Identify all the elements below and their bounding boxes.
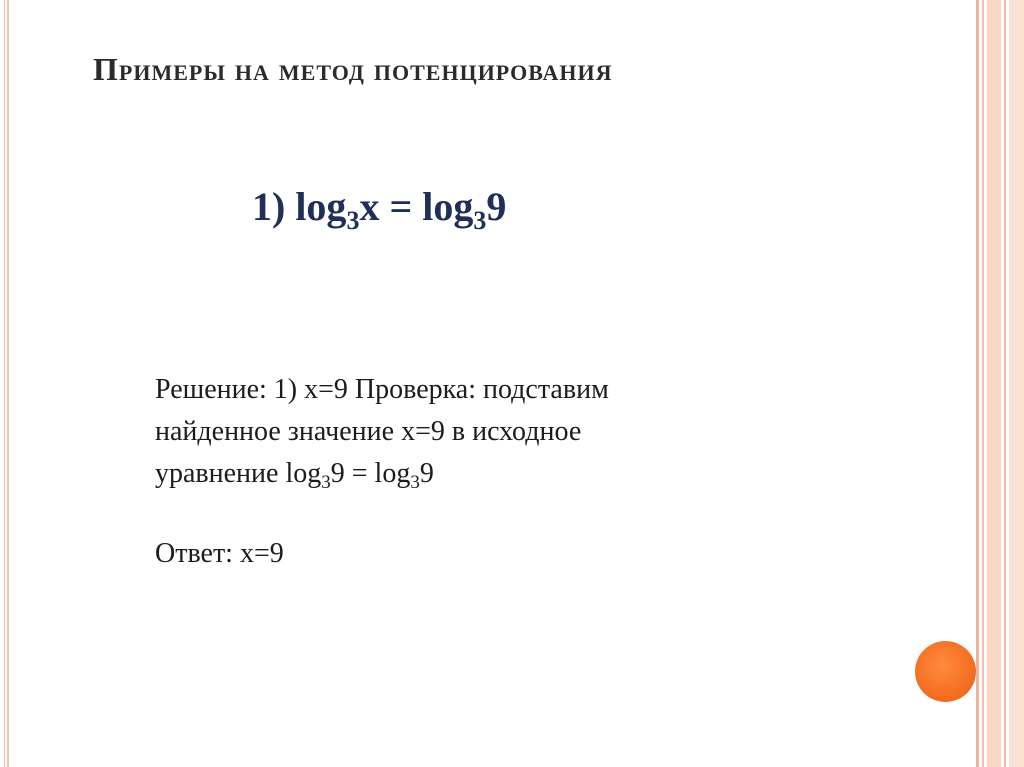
solution-base-2: 3 <box>410 472 420 493</box>
solution-line-2: найденное значение x=9 в исходное <box>155 416 582 447</box>
left-border-line <box>7 0 9 767</box>
equation-base-2: 3 <box>473 206 487 235</box>
right-band-stripe <box>1004 0 1006 767</box>
right-band-stripe <box>987 0 1001 767</box>
solution-line-1: Решение: 1) x=9 Проверка: подставим <box>155 374 609 405</box>
solution-line-3-prefix: уравнение log <box>155 458 322 489</box>
equation-prefix: 1) log <box>252 184 347 229</box>
right-band-stripe <box>1009 0 1024 767</box>
equation-middle: x = log <box>359 184 474 229</box>
answer-text: Ответ: x=9 <box>155 538 284 569</box>
decorative-circle <box>915 641 976 702</box>
right-decorative-band <box>976 0 1024 767</box>
solution-line-3-middle: 9 = log <box>330 458 411 489</box>
solution-line-3-suffix: 9 <box>419 458 434 489</box>
left-border-line <box>4 0 5 767</box>
slide-title: Примеры на метод потенцирования <box>93 51 613 87</box>
equation-suffix: 9 <box>486 184 507 229</box>
solution-text <box>155 369 609 504</box>
right-band-stripe <box>982 0 984 767</box>
solution-base-1: 3 <box>321 472 331 493</box>
example-equation <box>252 183 506 236</box>
right-band-stripe <box>976 0 979 767</box>
solution-line-3 <box>155 453 609 504</box>
equation-base-1: 3 <box>346 206 360 235</box>
